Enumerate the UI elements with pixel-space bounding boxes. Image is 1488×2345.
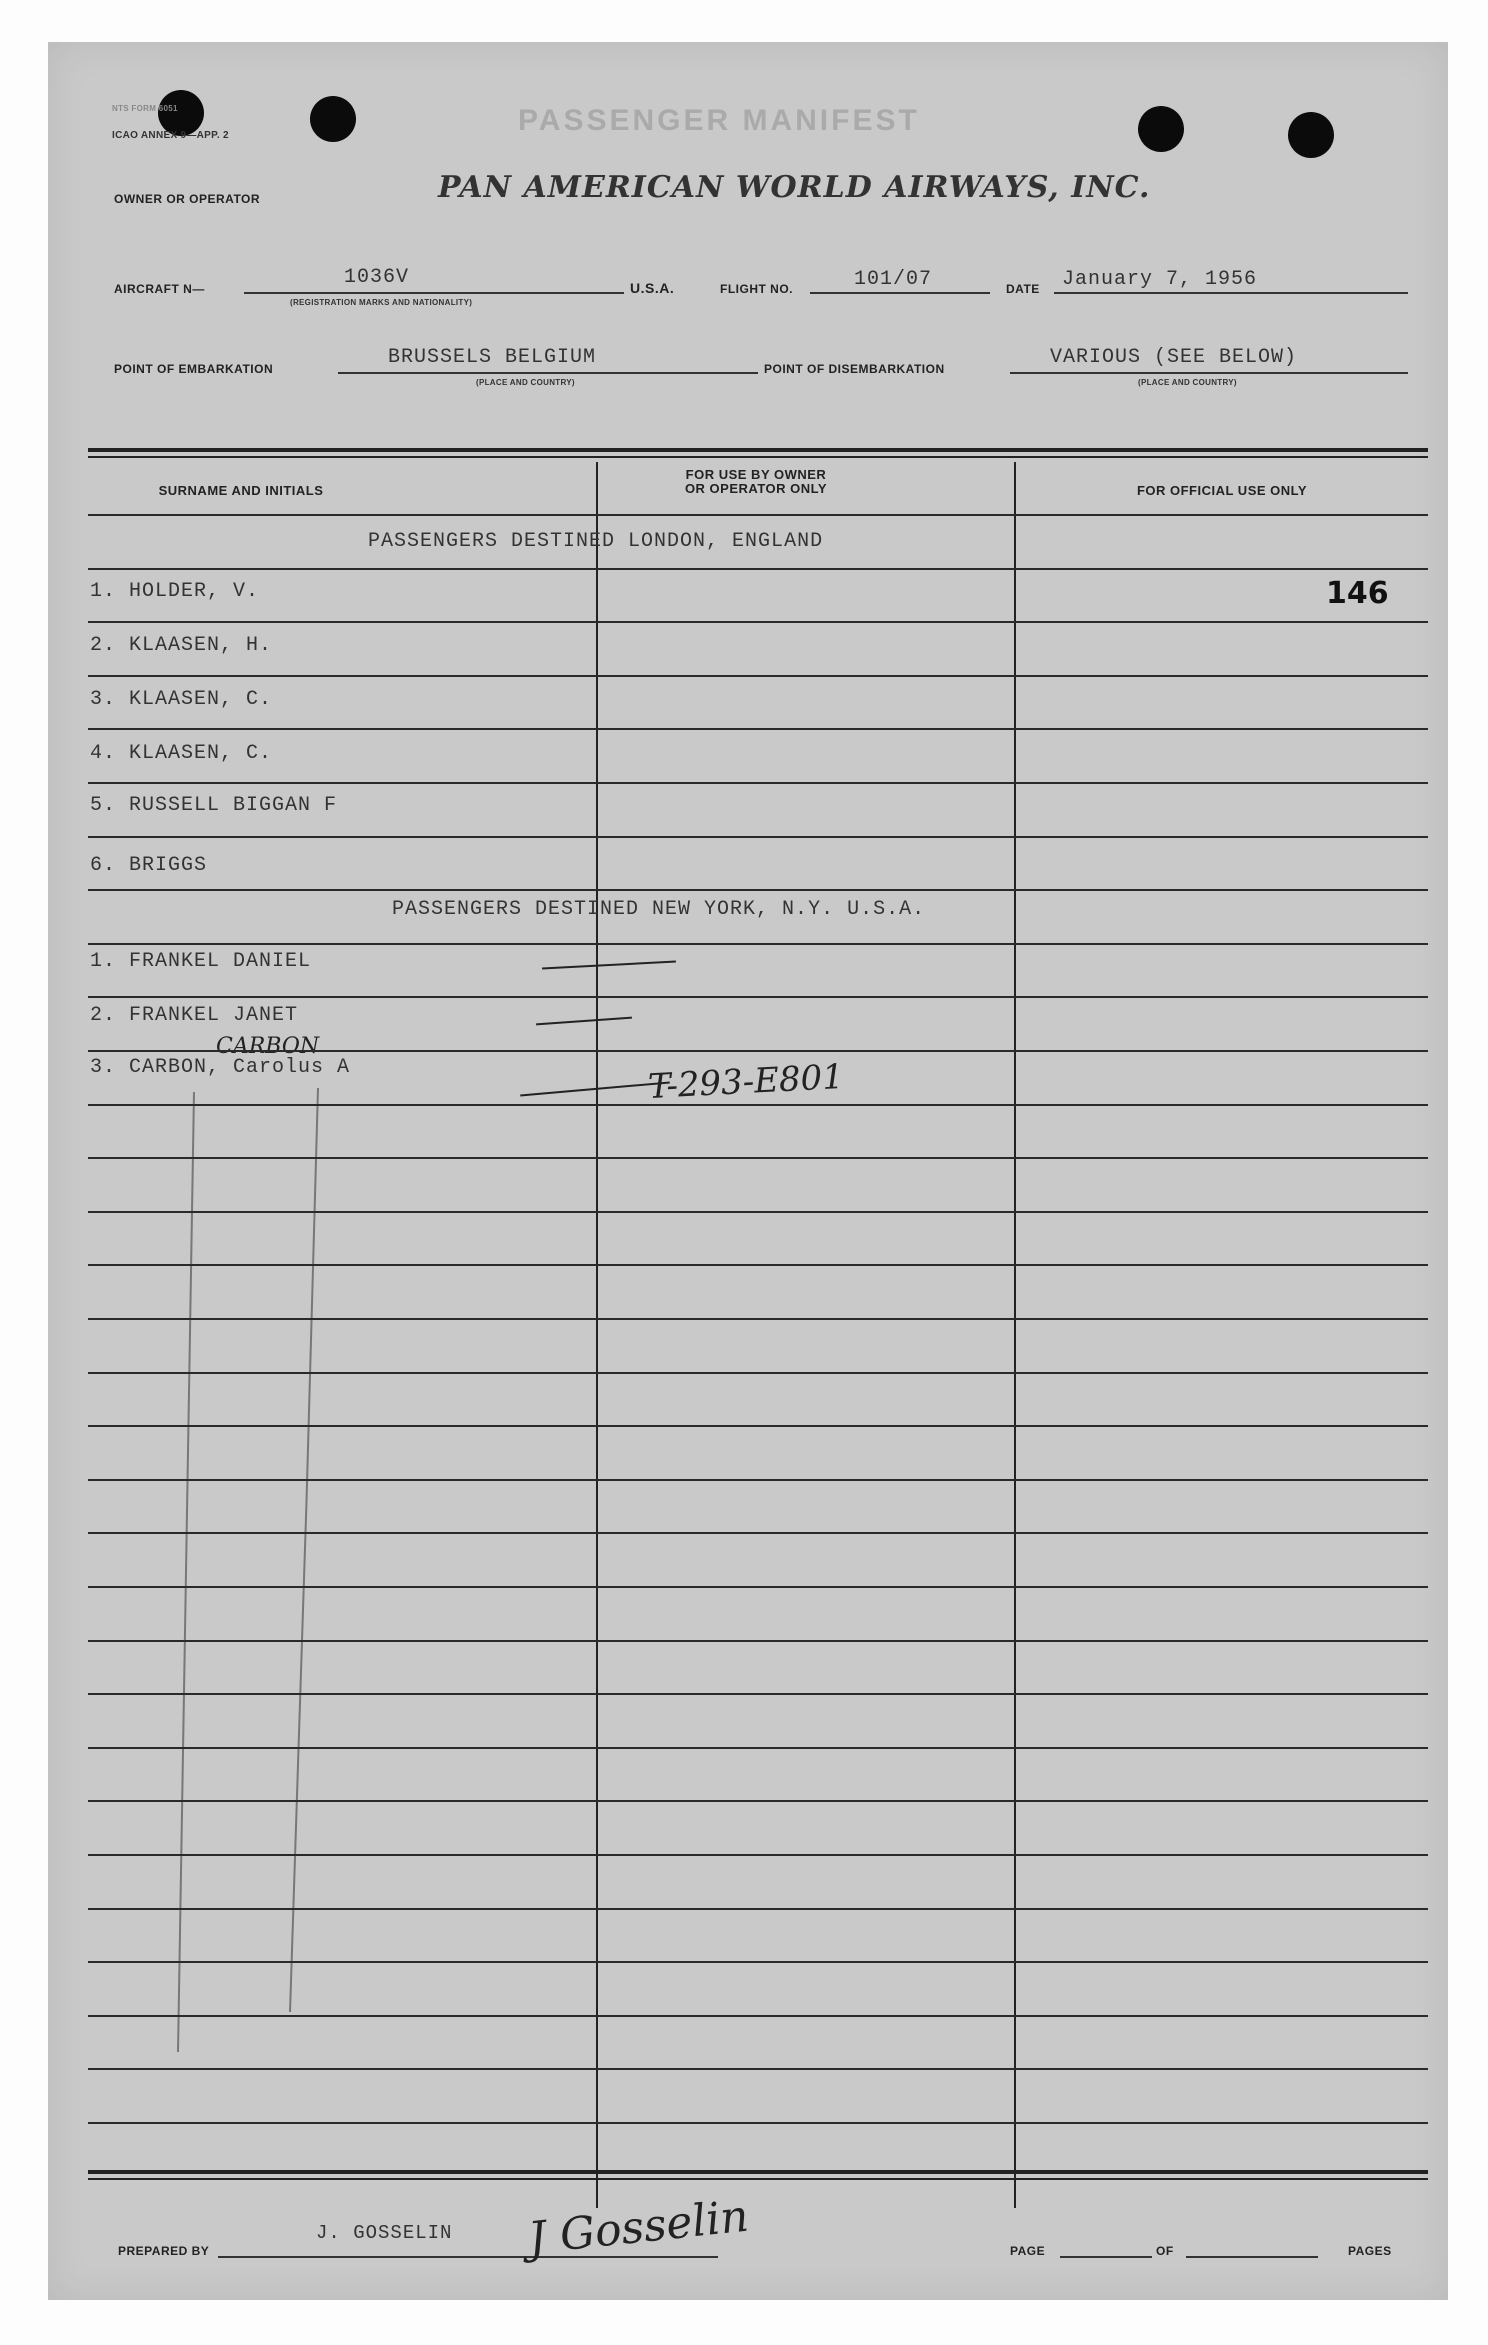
col-official-header: FOR OFFICIAL USE ONLY — [1136, 483, 1308, 498]
date-value: January 7, 1956 — [1062, 268, 1258, 291]
table-row-line — [88, 1961, 1428, 1963]
embark-value: BRUSSELS BELGIUM — [388, 346, 597, 369]
table-row-line — [88, 1747, 1428, 1749]
col-operator-header-1: FOR USE BY OWNER — [685, 467, 827, 482]
table-row-line — [88, 1157, 1428, 1159]
form-reference-annex: ICAO ANNEX 9—APP. 2 — [112, 130, 229, 141]
table-row-line — [88, 1800, 1428, 1802]
of-label: OF — [1156, 2244, 1174, 2258]
pages-label: PAGES — [1348, 2244, 1392, 2258]
prepared-label: PREPARED BY — [118, 2244, 210, 2258]
prepared-underline — [218, 2256, 718, 2258]
table-row-line — [88, 1318, 1428, 1320]
embark-label: POINT OF EMBARKATION — [114, 362, 274, 376]
form-title: PASSENGER MANIFEST — [518, 104, 920, 137]
table-row-line — [88, 675, 1428, 677]
disembark-value: VARIOUS (SEE BELOW) — [1050, 346, 1298, 369]
table-bottom-rule-thin — [88, 2178, 1428, 2180]
table-row-line — [88, 1908, 1428, 1910]
punch-hole — [1288, 112, 1334, 158]
table-row-line — [88, 621, 1428, 623]
disembark-caption: (PLACE AND COUNTRY) — [1138, 378, 1237, 387]
table-row-line — [88, 568, 1428, 570]
passenger-row: 1. HOLDER, V. — [90, 580, 260, 603]
table-row-line — [88, 943, 1428, 945]
embark-underline — [338, 372, 758, 374]
table-row-line — [88, 1640, 1428, 1642]
column-divider — [596, 462, 598, 2208]
pencil-strokes — [168, 1082, 568, 2062]
embark-caption: (PLACE AND COUNTRY) — [476, 378, 575, 387]
passenger-row: 5. RUSSELL BIGGAN F — [90, 794, 338, 817]
prepared-value: J. GOSSELIN — [316, 2222, 453, 2244]
handwritten-code: T-293-E801 — [647, 1056, 845, 1108]
table-row-line — [88, 1264, 1428, 1266]
operator-tick-mark — [536, 1017, 632, 1026]
passenger-row: 2. FRANKEL JANET — [90, 1004, 299, 1027]
table-row-line — [88, 1586, 1428, 1588]
aircraft-underline — [244, 292, 624, 294]
table-row-line — [88, 1372, 1428, 1374]
date-label: DATE — [1006, 282, 1040, 296]
table-bottom-rule — [88, 2170, 1428, 2174]
passenger-row: 4. KLAASEN, C. — [90, 742, 273, 765]
owner-value: PAN AMERICAN WORLD AIRWAYS, INC. — [438, 170, 1151, 205]
passenger-row: 2. KLAASEN, H. — [90, 634, 273, 657]
page-label: PAGE — [1010, 2244, 1046, 2258]
passenger-row: 1. FRANKEL DANIEL — [90, 950, 312, 973]
page-underline — [1060, 2256, 1152, 2258]
passenger-row: 3. CARBON, Carolus A — [90, 1056, 351, 1079]
table-row-line — [88, 1211, 1428, 1213]
col-operator-header-2: OR OPERATOR ONLY — [684, 481, 828, 496]
table-row-line — [88, 782, 1428, 784]
usa-label: U.S.A. — [630, 280, 675, 296]
section-heading-london: PASSENGERS DESTINED LONDON, ENGLAND — [368, 530, 824, 553]
table-row-line — [88, 1532, 1428, 1534]
signature: J Gosselin — [525, 2190, 752, 2265]
table-row-line — [88, 2122, 1428, 2124]
flight-underline — [810, 292, 990, 294]
table-row-line — [88, 728, 1428, 730]
date-underline — [1054, 292, 1408, 294]
section-heading-newyork: PASSENGERS DESTINED NEW YORK, N.Y. U.S.A. — [392, 898, 926, 921]
table-row-line — [88, 1693, 1428, 1695]
aircraft-caption: (REGISTRATION MARKS AND NATIONALITY) — [290, 298, 473, 307]
manifest-sheet — [48, 42, 1448, 2300]
table-row-line — [88, 1425, 1428, 1427]
table-row-line — [88, 2068, 1428, 2070]
disembark-underline — [1010, 372, 1408, 374]
aircraft-label: AIRCRAFT N— — [114, 282, 205, 296]
punch-hole — [1138, 106, 1184, 152]
operator-tick-mark — [542, 960, 676, 969]
table-row-line — [88, 996, 1428, 998]
table-row-line — [88, 1854, 1428, 1856]
table-row-line — [88, 514, 1428, 516]
table-row-line — [88, 1479, 1428, 1481]
table-top-rule-thin — [88, 456, 1428, 458]
table-row-line — [88, 2015, 1428, 2017]
column-divider — [1014, 462, 1016, 2208]
flight-value: 101/07 — [854, 268, 933, 291]
table-top-rule — [88, 448, 1428, 452]
form-reference: NTS FORM 6051 — [112, 104, 178, 113]
handwritten-correction: CARBON — [216, 1034, 320, 1059]
flight-label: FLIGHT NO. — [720, 282, 793, 296]
of-underline — [1186, 2256, 1318, 2258]
table-row-line — [88, 1104, 1428, 1106]
page-number: 146 — [1326, 576, 1389, 611]
passenger-row: 3. KLAASEN, C. — [90, 688, 273, 711]
owner-label: OWNER OR OPERATOR — [114, 192, 261, 206]
passenger-row: 6. BRIGGS — [90, 854, 208, 877]
table-row-line — [88, 836, 1428, 838]
aircraft-value: 1036V — [344, 266, 410, 289]
table-row-line — [88, 889, 1428, 891]
punch-hole — [310, 96, 356, 142]
disembark-label: POINT OF DISEMBARKATION — [764, 362, 945, 376]
col-surname-header: SURNAME AND INITIALS — [158, 483, 324, 498]
table-row-line — [88, 1050, 1428, 1052]
